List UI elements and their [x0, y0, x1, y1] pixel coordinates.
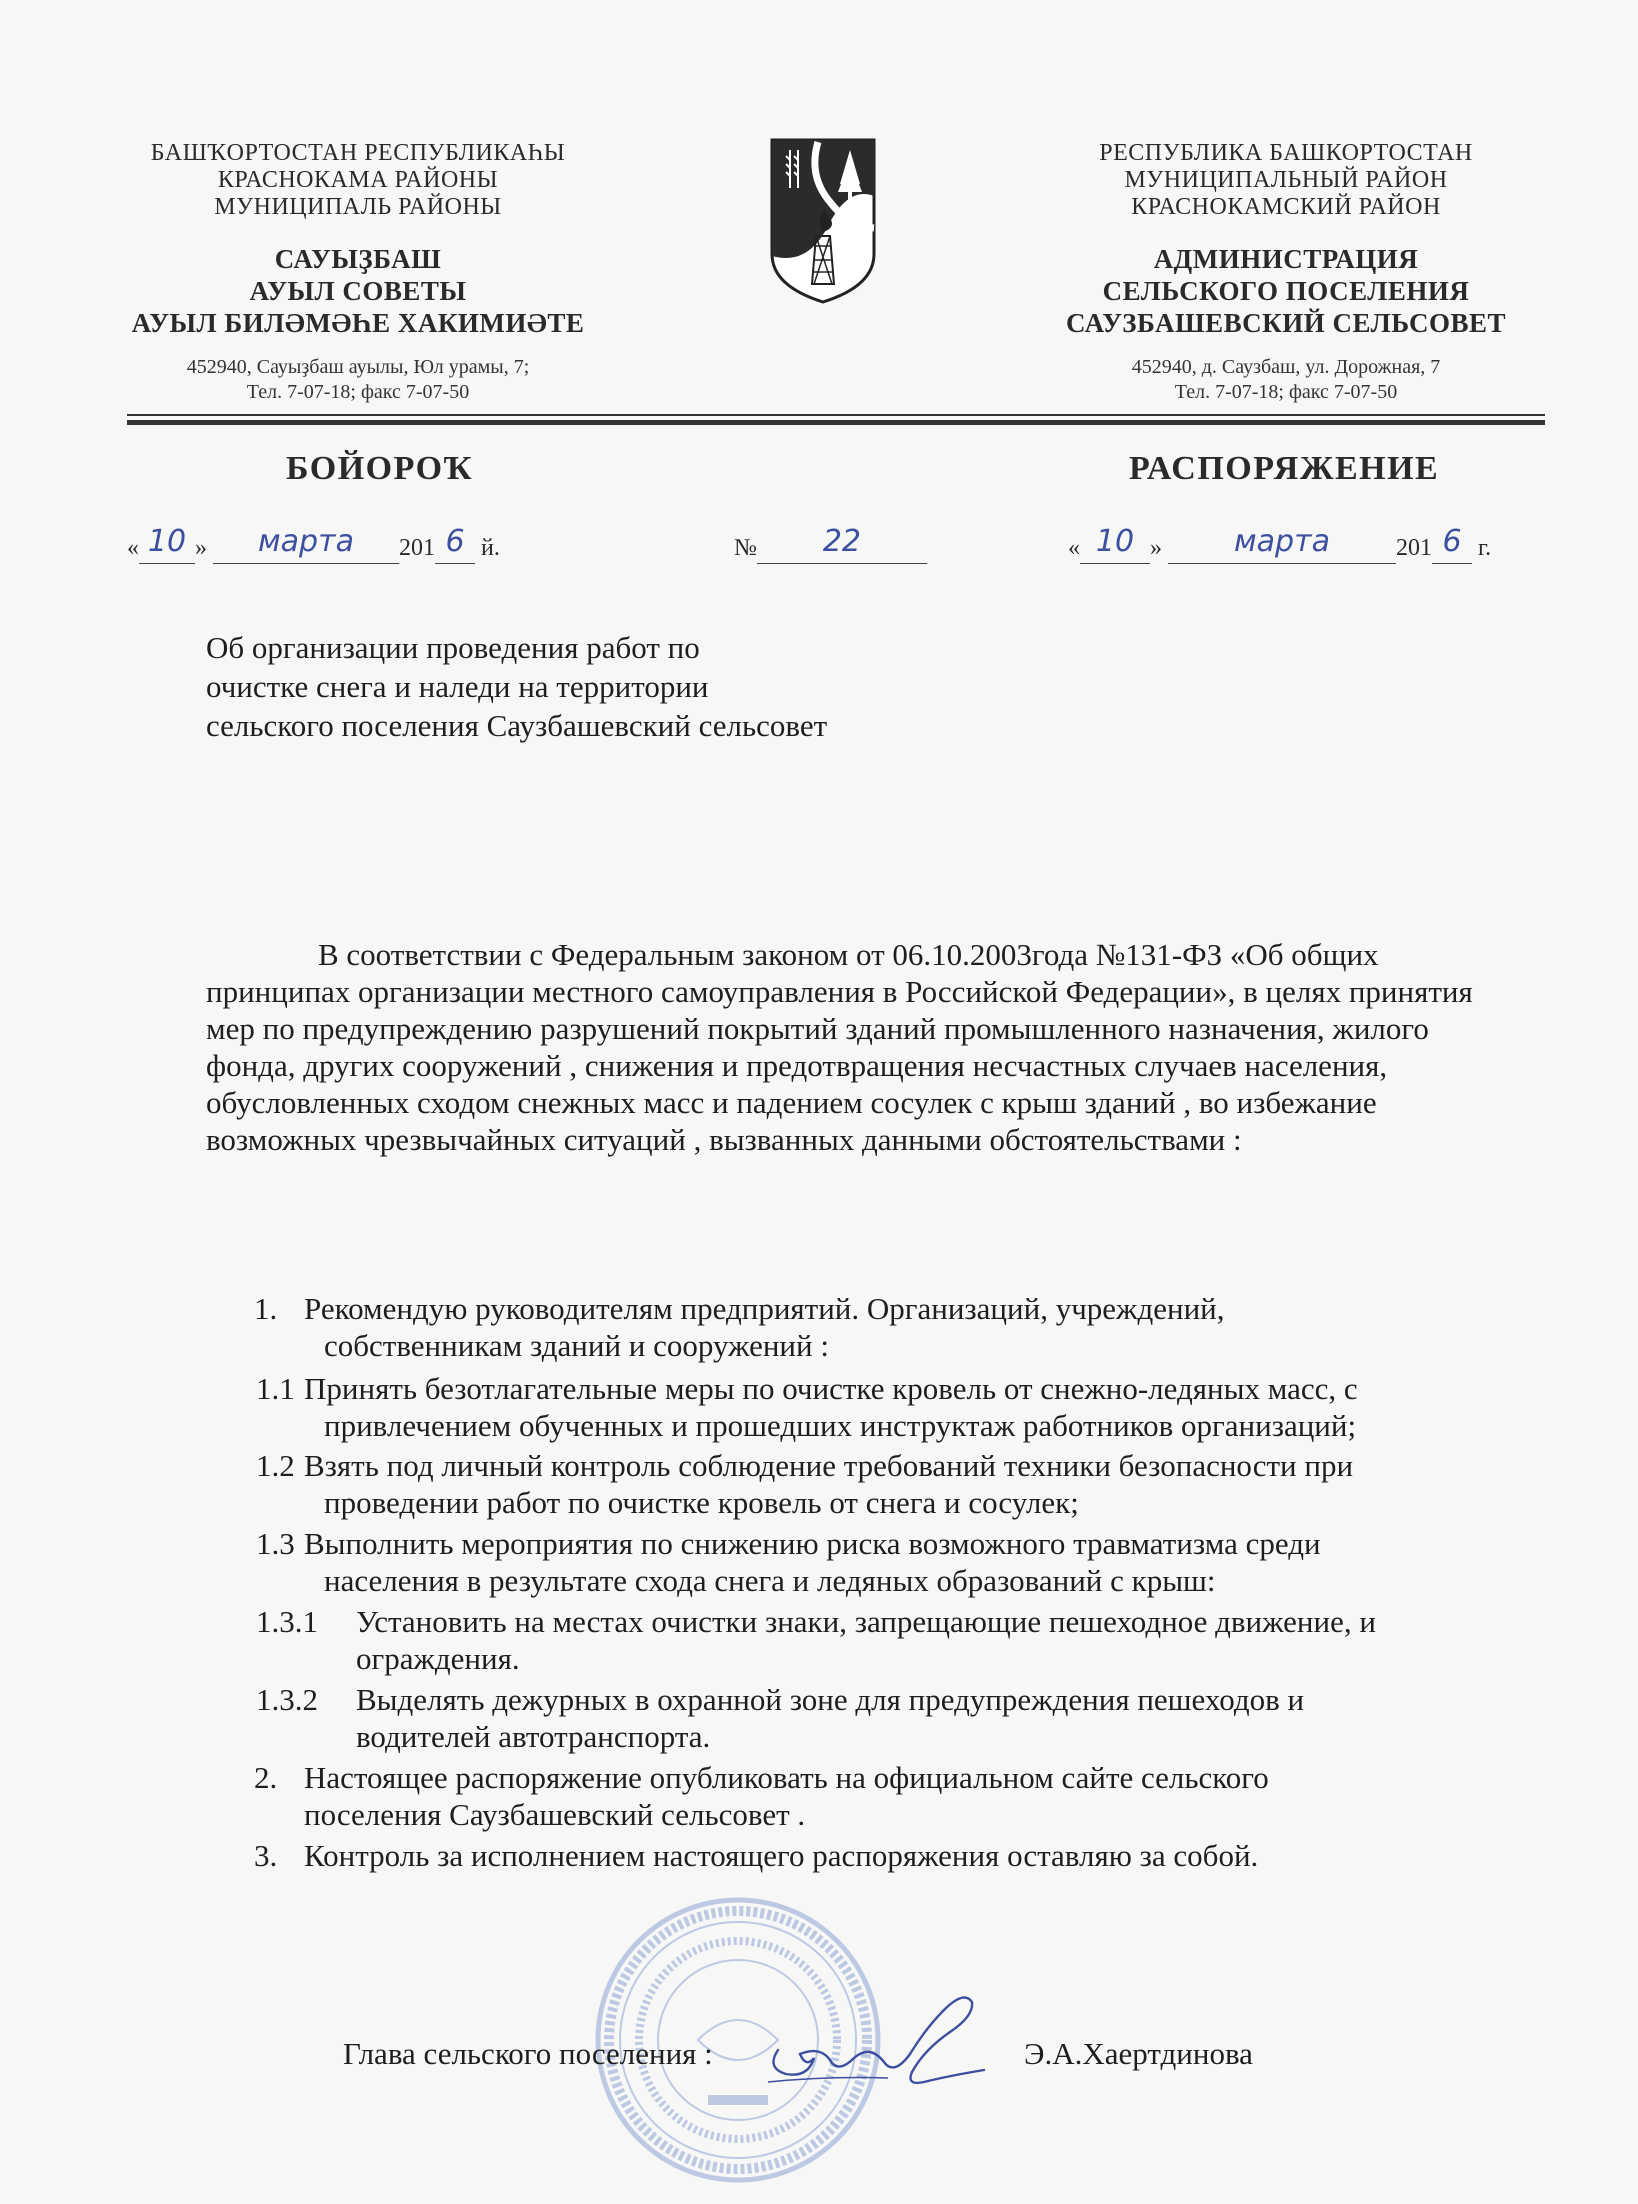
date-month: марта: [258, 524, 354, 559]
header-right-line: КРАСНОКАМСКИЙ РАЙОН: [1131, 194, 1441, 220]
item-number: 1.: [254, 1291, 278, 1326]
document-type-russian: РАСПОРЯЖЕНИЕ: [1129, 450, 1440, 487]
header-right-address: 452940, д. Саузбаш, ул. Дорожная, 7: [1131, 356, 1441, 378]
document-subject: [206, 628, 827, 745]
item-text: Настоящее распоряжение опубликовать на официальном сайте сельского: [304, 1760, 1269, 1795]
header-right-org: СЕЛЬСКОГО ПОСЕЛЕНИЯ: [1102, 276, 1470, 306]
item-number: 3.: [254, 1838, 278, 1873]
header-left-address: 452940, Сауыҙбаш ауылы, Юл урамы, 7;: [186, 356, 530, 378]
list-item-1-3-1: [256, 1603, 1506, 1683]
header-left-line: КРАСНОКАМА РАЙОНЫ: [217, 167, 499, 193]
list-item-1-2: [256, 1447, 1506, 1527]
header-right-line: МУНИЦИПАЛЬНЫЙ РАЙОН: [1124, 167, 1448, 193]
header-right-org: САУЗБАШЕВСКИЙ СЕЛЬСОВЕТ: [1066, 308, 1506, 338]
date-left: [127, 524, 500, 564]
list-item-1-3: [256, 1525, 1506, 1605]
list-item-2: [254, 1759, 1504, 1839]
header-left-org: АУЫЛ СОВЕТЫ: [249, 276, 467, 306]
date-day: 10: [147, 524, 187, 559]
header-right-org: АДМИНИСТРАЦИЯ: [1153, 244, 1419, 274]
signature-label: Глава сельского поселения :: [343, 2036, 713, 2071]
header-left-line: МУНИЦИПАЛЬ РАЙОНЫ: [214, 194, 502, 220]
item-number: 1.3.1: [256, 1604, 318, 1639]
quote-open: «: [1068, 535, 1080, 561]
header-right-phone: Тел. 7-07-18; факс 7-07-50: [1174, 381, 1398, 403]
date-day: 10: [1095, 524, 1135, 559]
header-divider-top: [127, 414, 1545, 416]
header-right-russian: [1026, 140, 1546, 405]
item-text: Рекомендую руководителям предприятий. Организаций, учреждений,: [304, 1291, 1225, 1326]
list-item-1-1: [256, 1370, 1506, 1450]
item-text: собственникам зданий и сооружений :: [324, 1328, 829, 1363]
item-text: Взять под личный контроль соблюдение требований техники безопасности при: [304, 1448, 1354, 1483]
date-right: [1068, 524, 1492, 564]
handwritten-signature-icon: [748, 1990, 1018, 2100]
quote-close: »: [1150, 535, 1162, 561]
item-text: Выполнить мероприятия по снижению риска возможного травматизма среди: [304, 1526, 1321, 1561]
header-left-phone: Тел. 7-07-18; факс 7-07-50: [246, 381, 470, 403]
coat-of-arms-icon: [768, 136, 878, 306]
date-suffix: й.: [481, 535, 500, 561]
preamble-paragraph: В соответствии с Федеральным законом от 06.10.2003года №131-ФЗ «Об общих принципах организации местного самоуправления в Российской Федерации», в целях принятия мер по предупреждению разрушений покрытий зданий промышленного назначения, жилого фонда, других сооружений , снижения и предотвращения несчастных случаев населения, обусловленных сходом снежных масс и падением сосулек с крыш зданий , во избежание возможных чрезвычайных ситуаций , вызванных данными обстоятельствами :: [206, 937, 1473, 1157]
list-item-1: [254, 1290, 1504, 1370]
header-left-line: БАШҠОРТОСТАН РЕСПУБЛИКАҺЫ: [150, 140, 566, 166]
date-year-prefix: 201: [1396, 535, 1432, 561]
number-value: 22: [822, 524, 861, 559]
date-suffix: г.: [1478, 535, 1492, 561]
header-left-org: САУЫҘБАШ: [274, 244, 442, 274]
subject-line: сельского поселения Саузбашевский сельсовет: [206, 708, 828, 743]
item-number: 1.3.2: [256, 1682, 318, 1717]
header-divider-bottom: [127, 420, 1545, 425]
header-left-bashkir: [98, 140, 618, 405]
date-year-prefix: 201: [399, 535, 435, 561]
item-text: поселения Саузбашевский сельсовет .: [304, 1797, 806, 1832]
item-text: Контроль за исполнением настоящего распоряжения оставляю за собой.: [304, 1838, 1259, 1873]
item-number: 1.3: [256, 1526, 295, 1561]
document-number: [734, 524, 927, 564]
item-text: проведении работ по очистке кровель от снега и сосулек;: [324, 1485, 1079, 1520]
item-number: 1.2: [256, 1448, 295, 1483]
item-text: Выделять дежурных в охранной зоне для предупреждения пешеходов и: [356, 1682, 1305, 1717]
date-year-digit: 6: [1442, 524, 1462, 559]
item-text: Установить на местах очистки знаки, запрещающие пешеходное движение, и: [356, 1604, 1376, 1639]
document-type-bashkir: БОЙОРОҠ: [286, 450, 474, 487]
item-number: 2.: [254, 1760, 278, 1795]
item-number: 1.1: [256, 1371, 295, 1406]
item-text: ограждения.: [356, 1641, 520, 1676]
list-item-3: [254, 1837, 1504, 1877]
date-year-digit: 6: [445, 524, 465, 559]
date-month: марта: [1234, 524, 1330, 559]
header-right-line: РЕСПУБЛИКА БАШКОРТОСТАН: [1099, 140, 1473, 166]
signatory-name: Э.А.Хаертдинова: [1024, 2036, 1253, 2071]
subject-line: очистке снега и наледи на территории: [206, 669, 709, 704]
item-text: водителей автотранспорта.: [356, 1719, 711, 1754]
list-item-1-3-2: [256, 1681, 1506, 1761]
number-sign: №: [734, 535, 757, 561]
header-left-org: АУЫЛ БИЛӘМӘҺЕ ХАКИМИӘТЕ: [131, 308, 585, 338]
subject-line: Об организации проведения работ по: [206, 630, 700, 665]
item-text: Принять безотлагательные меры по очистке кровель от снежно-ледяных масс, с: [304, 1371, 1358, 1406]
item-text: привлечением обученных и прошедших инструктаж работников организаций;: [324, 1408, 1357, 1443]
quote-close: »: [195, 535, 207, 561]
item-text: населения в результате схода снега и ледяных образований с крыш:: [324, 1563, 1216, 1598]
quote-open: «: [127, 535, 139, 561]
